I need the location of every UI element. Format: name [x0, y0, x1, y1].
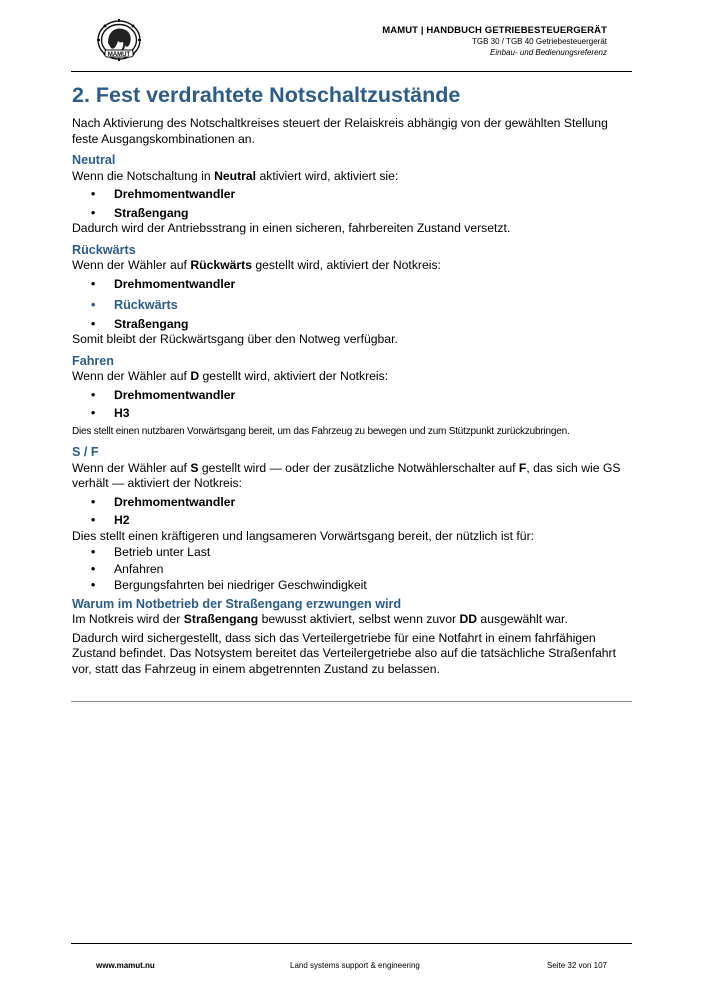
list-item: • Bergungsfahrten bei niedriger Geschwindigkeit — [72, 578, 632, 594]
sf-lead: Wenn der Wähler auf S gestellt wird — oder der zusätzliche Notwählerschalter auf F, das sich wie GS verhält — aktiviert der Notkreis: — [72, 460, 621, 490]
drive-lead: Wenn der Wähler auf D gestellt wird, aktiviert der Notkreis: — [72, 369, 389, 383]
sf-list — [72, 495, 632, 529]
drive-result: Dies stellt einen nutzbaren Vorwärtsgang bereit, um das Fahrzeug zu bewegen und zum Stützpunkt zurückzubringen. — [72, 425, 570, 437]
footer-tagline: Land systems support & engineering — [290, 961, 420, 970]
reverse-list — [72, 277, 632, 333]
sf-uses-list — [72, 545, 632, 594]
header-divider — [71, 71, 632, 72]
list-item: • Straßengang — [72, 317, 632, 333]
section-heading-why: Warum im Notbetrieb der Straßengang erzwungen wird — [72, 596, 402, 611]
list-item: • Drehmomentwandler — [72, 388, 632, 404]
list-item: • Rückwärts — [72, 298, 632, 314]
reverse-lead: Wenn der Wähler auf Rückwärts gestellt wird, aktiviert der Notkreis: — [72, 258, 441, 272]
section-heading-sf: S / F — [72, 445, 99, 459]
neutral-result: Dadurch wird der Antriebsstrang in einen sicheren, fahrbereiten Zustand versetzt. — [72, 221, 511, 235]
page-content — [72, 80, 632, 677]
footer-divider — [71, 943, 632, 944]
section-heading-neutral: Neutral — [72, 153, 116, 167]
logo-text: MAMUT — [107, 52, 131, 58]
list-item: • Drehmomentwandler — [72, 277, 632, 293]
page-title: 2. Fest verdrahtete Notschaltzustände — [72, 83, 461, 107]
page-header — [382, 25, 607, 58]
drive-list — [72, 388, 632, 422]
intro-text: Nach Aktivierung des Notschaltkreises steuert der Relaiskreis abhängig von der gewählten Stellung feste Ausgangskombinationen an. — [72, 116, 608, 146]
neutral-lead: Wenn die Notschaltung in Neutral aktiviert wird, aktiviert sie: — [72, 168, 399, 183]
list-item: • H3 — [72, 406, 632, 422]
list-item: • H2 — [72, 513, 632, 529]
why-paragraph-2: Dadurch wird sichergestellt, dass sich das Verteilergetriebe für eine Notfahrt in einem fahrfähigen Zustand befindet. Das Notsystem bereitet das Verteilergetriebe also auf die tatsächliche Straßenfahrt vor, statt das Fahrzeug in einem abgetrennten Zustand zu belassen. — [72, 630, 616, 676]
list-item: • Straßengang — [72, 206, 632, 222]
footer-website[interactable]: www.mamut.nu — [96, 961, 155, 970]
why-paragraph-1: Im Notkreis wird der Straßengang bewusst aktiviert, selbst wenn zuvor DD ausgewählt war. — [72, 612, 568, 626]
list-item: • Drehmomentwandler — [72, 187, 632, 203]
section-heading-reverse: Rückwärts — [72, 242, 136, 257]
header-subtitle: Einbau- und Bedienungsreferenz — [490, 48, 607, 57]
footer-page-number: Seite 32 von 107 — [546, 961, 607, 970]
neutral-list — [72, 187, 632, 221]
header-brand: MAMUT | HANDBUCH GETRIEBESTEUERGERÄT — [382, 25, 607, 36]
reverse-result: Somit bleibt der Rückwärtsgang über den Notweg verfügbar. — [72, 332, 398, 346]
list-item: • Drehmomentwandler — [72, 495, 632, 511]
section-heading-drive: Fahren — [72, 353, 114, 368]
list-item: • Betrieb unter Last — [72, 545, 632, 561]
sf-result: Dies stellt einen kräftigeren und langsameren Vorwärtsgang bereit, der nützlich ist für: — [72, 528, 535, 543]
mamut-logo — [94, 17, 144, 63]
header-model: TGB 30 / TGB 40 Getriebesteuergerät — [471, 37, 607, 46]
content-divider — [71, 701, 632, 702]
list-item: • Anfahren — [72, 562, 632, 578]
